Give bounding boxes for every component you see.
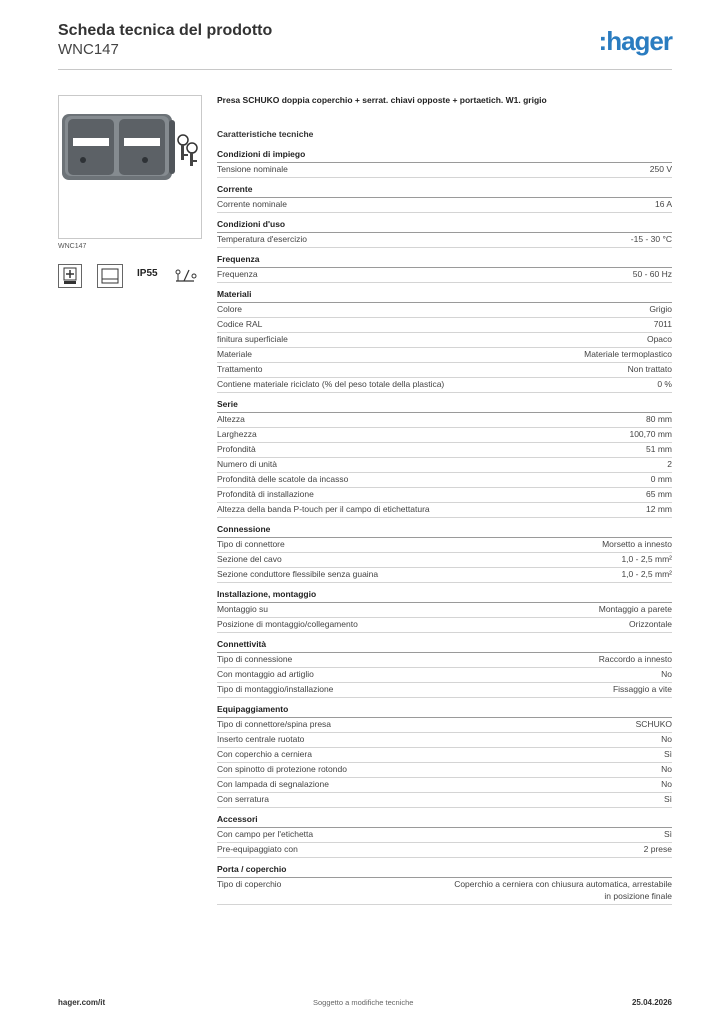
spec-section	[217, 864, 672, 905]
spec-value: Fissaggio a vite	[612, 684, 672, 694]
page-header	[58, 20, 672, 68]
spec-row	[217, 763, 672, 778]
spec-value: 2	[667, 459, 672, 469]
spec-row	[217, 318, 672, 333]
spec-label: Sezione conduttore flessibile senza guaina	[217, 569, 379, 579]
spec-label: Con coperchio a cerniera	[217, 749, 312, 759]
spec-row	[217, 443, 672, 458]
spec-value: 0 mm	[650, 474, 672, 484]
spec-value: No	[661, 669, 672, 679]
spec-section	[217, 399, 672, 518]
spec-row	[217, 793, 672, 808]
spec-label: Materiale	[217, 349, 252, 359]
spec-value: Sì	[663, 829, 672, 839]
spec-row	[217, 458, 672, 473]
spec-label: Numero di unità	[217, 459, 278, 469]
label-holder-icon	[97, 264, 123, 288]
spec-label: Profondità di installazione	[217, 489, 314, 499]
section-title: Condizioni di impiego	[217, 149, 672, 163]
spec-value: No	[661, 764, 672, 774]
spec-row	[217, 473, 672, 488]
spec-label: Tipo di connessione	[217, 654, 293, 664]
footer-website: hager.com/it	[58, 998, 106, 1007]
section-title: Connessione	[217, 524, 672, 538]
spec-label: Tipo di connettore/spina presa	[217, 719, 332, 729]
spec-value: 100,70 mm	[629, 429, 672, 439]
spec-value: 65 mm	[646, 489, 672, 499]
ip-rating-label: IP55	[137, 268, 158, 279]
hager-logo: :hager	[598, 26, 672, 56]
spec-row	[217, 553, 672, 568]
spec-value: Grigio	[649, 304, 672, 314]
spec-value: 1,0 - 2,5 mm²	[621, 554, 672, 564]
spec-value: Materiale termoplastico	[584, 349, 672, 359]
spec-value: 51 mm	[646, 444, 672, 454]
spec-row	[217, 718, 672, 733]
spec-row	[217, 333, 672, 348]
spec-label: Tipo di montaggio/installazione	[217, 684, 334, 694]
spec-label: Tipo di coperchio	[217, 879, 282, 889]
spec-section	[217, 639, 672, 698]
specifications	[217, 95, 672, 905]
spec-row	[217, 843, 672, 858]
spec-row	[217, 618, 672, 633]
spec-row	[217, 568, 672, 583]
section-title: Corrente	[217, 184, 672, 198]
spec-label: Trattamento	[217, 364, 263, 374]
spec-row	[217, 683, 672, 698]
spec-row	[217, 198, 672, 213]
spec-section	[217, 589, 672, 633]
section-title: Accessori	[217, 814, 672, 828]
spec-label: Montaggio su	[217, 604, 269, 614]
tech-heading: Caratteristiche tecniche	[217, 129, 314, 139]
spec-section	[217, 219, 672, 248]
spec-label: Inserto centrale ruotato	[217, 734, 305, 744]
spec-value: Coperchio a cerniera con chiusura automatica, arrestabile in posizione finale	[454, 879, 672, 901]
header-divider	[58, 69, 672, 70]
spec-value: No	[661, 734, 672, 744]
spec-row	[217, 603, 672, 618]
spec-value: SCHUKO	[635, 719, 672, 729]
spec-row	[217, 268, 672, 283]
spec-section	[217, 149, 672, 178]
spec-value: Morsetto a innesto	[602, 539, 672, 549]
spec-label: Posizione di montaggio/collegamento	[217, 619, 358, 629]
spec-value: 0 %	[657, 379, 672, 389]
spec-label: Sezione del cavo	[217, 554, 282, 564]
spec-row	[217, 378, 672, 393]
spec-value: 50 - 60 Hz	[632, 269, 672, 279]
spec-row	[217, 653, 672, 668]
spec-row	[217, 733, 672, 748]
product-description: Presa SCHUKO doppia coperchio + serrat. chiavi opposte + portaetich. W1. grigio	[217, 95, 547, 105]
spec-label: Larghezza	[217, 429, 257, 439]
spec-label: Con spinotto di protezione rotondo	[217, 764, 347, 774]
section-title: Serie	[217, 399, 672, 413]
spec-value: 80 mm	[646, 414, 672, 424]
spec-label: Frequenza	[217, 269, 258, 279]
section-title: Installazione, montaggio	[217, 589, 672, 603]
spec-row	[217, 488, 672, 503]
spec-value: Raccordo a innesto	[598, 654, 672, 664]
spec-value: 16 A	[654, 199, 672, 209]
spec-row	[217, 778, 672, 793]
spec-label: finitura superficiale	[217, 334, 288, 344]
spec-row	[217, 363, 672, 378]
spec-label: Profondità	[217, 444, 256, 454]
spec-row	[217, 233, 672, 248]
spec-value: Montaggio a parete	[598, 604, 672, 614]
spec-value: Opaco	[646, 334, 672, 344]
spec-value: Sì	[663, 794, 672, 804]
spec-label: Codice RAL	[217, 319, 263, 329]
spec-label: Colore	[217, 304, 243, 314]
spec-section	[217, 254, 672, 283]
double-insulation-icon	[58, 264, 82, 288]
key-lock-icon	[174, 264, 198, 288]
spec-section	[217, 289, 672, 393]
spec-label: Tensione nominale	[217, 164, 288, 174]
spec-row	[217, 428, 672, 443]
spec-row	[217, 668, 672, 683]
spec-section	[217, 814, 672, 858]
page-title: Scheda tecnica del prodotto	[58, 22, 273, 39]
spec-label: Contiene materiale riciclato (% del peso totale della plastica)	[217, 379, 445, 389]
spec-label: Altezza della banda P-touch per il campo di etichettatura	[217, 504, 430, 514]
spec-label: Pre-equipaggiato con	[217, 844, 298, 854]
section-title: Porta / coperchio	[217, 864, 672, 878]
product-image	[58, 95, 202, 239]
spec-label: Profondità delle scatole da incasso	[217, 474, 349, 484]
spec-row	[217, 538, 672, 553]
spec-label: Con campo per l'etichetta	[217, 829, 314, 839]
spec-section	[217, 704, 672, 808]
spec-value: 250 V	[649, 164, 672, 174]
section-title: Connettività	[217, 639, 672, 653]
section-title: Condizioni d'uso	[217, 219, 672, 233]
spec-row	[217, 748, 672, 763]
spec-value: 7011	[653, 319, 672, 329]
spec-value: Orizzontale	[629, 619, 672, 629]
spec-value: -15 - 30 °C	[630, 234, 672, 244]
footer-note: Soggetto a modifiche tecniche	[313, 998, 414, 1007]
product-code: WNC147	[58, 41, 119, 58]
section-title: Equipaggiamento	[217, 704, 672, 718]
spec-label: Con montaggio ad artiglio	[217, 669, 314, 679]
spec-row	[217, 413, 672, 428]
spec-label: Tipo di connettore	[217, 539, 285, 549]
spec-section	[217, 184, 672, 213]
spec-label: Con lampada di segnalazione	[217, 779, 329, 789]
spec-value: 1,0 - 2,5 mm²	[621, 569, 672, 579]
socket-outlet-illustration	[59, 96, 201, 238]
spec-sections	[217, 149, 672, 905]
spec-row	[217, 878, 672, 905]
spec-value: 2 prese	[643, 844, 672, 854]
image-caption: WNC147	[58, 243, 87, 250]
spec-row	[217, 503, 672, 518]
spec-value: Sì	[663, 749, 672, 759]
spec-value: Non trattato	[627, 364, 672, 374]
spec-row	[217, 303, 672, 318]
spec-row	[217, 348, 672, 363]
spec-value: 12 mm	[646, 504, 672, 514]
spec-row	[217, 163, 672, 178]
spec-row	[217, 828, 672, 843]
section-title: Materiali	[217, 289, 672, 303]
spec-value: No	[661, 779, 672, 789]
footer-date: 25.04.2026	[631, 998, 672, 1007]
spec-label: Altezza	[217, 414, 245, 424]
spec-label: Con serratura	[217, 794, 269, 804]
spec-label: Corrente nominale	[217, 199, 287, 209]
section-title: Frequenza	[217, 254, 672, 268]
spec-label: Temperatura d'esercizio	[217, 234, 307, 244]
spec-section	[217, 524, 672, 583]
